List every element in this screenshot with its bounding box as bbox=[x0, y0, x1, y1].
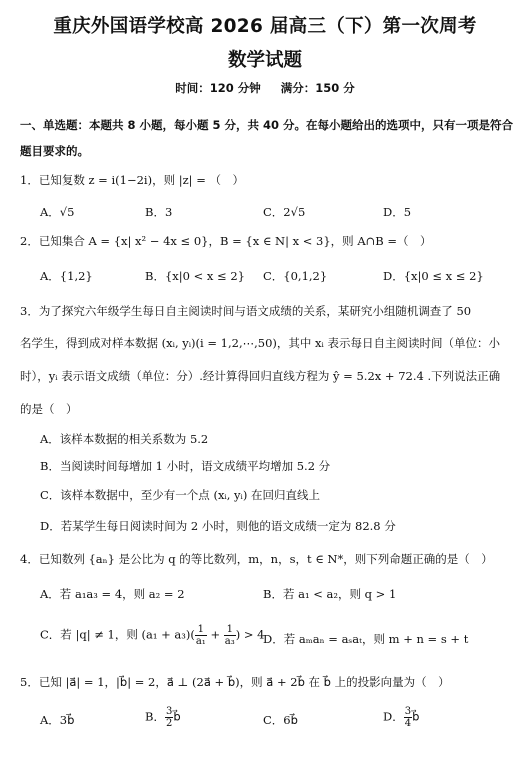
section-heading: 一、单选题：本题共 8 小题，每小题 5 分，共 40 分。在每小题给出的选项中，只有一项是符合题目要求的。 bbox=[20, 118, 514, 158]
fraction-numerator: 1 bbox=[195, 624, 207, 636]
question-1-option-a: A．√5 bbox=[40, 205, 75, 219]
question-3-option-c: C．该样本数据中，至少有一个点 (xᵢ, yᵢ) 在回归直线上 bbox=[40, 488, 321, 502]
question-4-option-b: B．若 a₁ < a₂，则 q > 1 bbox=[263, 587, 397, 601]
question-3-line-3: 时），yᵢ 表示语文成绩（单位：分）.经计算得回归直线方程为 ŷ = 5.2x + 72.4 .下列说法正确 bbox=[20, 369, 501, 383]
question-3-option-a: A．该样本数据的相关系数为 5.2 bbox=[40, 432, 209, 446]
fraction-denominator: 2 bbox=[165, 718, 173, 729]
question-4-option-c-suffix: ) > 4 bbox=[235, 627, 265, 642]
question-5-option-a: A．3b⃗ bbox=[40, 713, 75, 727]
question-4-stem: 4．已知数列 {aₙ} 是公比为 q 的等比数列，m，n，s，t ∈ N*，则下列命题正确的是（ ） bbox=[20, 552, 493, 566]
question-5-option-c: C．6b⃗ bbox=[263, 713, 298, 727]
fraction-1-over-a1 bbox=[195, 624, 207, 647]
time-label: 时间：120 分钟 bbox=[175, 81, 261, 95]
question-1-stem: 1．已知复数 z = i(1−2i)，则 |z| = （ ） bbox=[20, 173, 244, 187]
plus-sign: + bbox=[206, 627, 224, 642]
question-2-option-d: D．{x|0 ≤ x ≤ 2} bbox=[383, 269, 484, 283]
fraction-numerator: 3 bbox=[404, 706, 412, 717]
fraction-3-over-4 bbox=[404, 706, 412, 729]
question-4-option-c bbox=[40, 624, 265, 647]
question-1-option-b: B．3 bbox=[145, 205, 173, 219]
exam-time-score bbox=[0, 80, 530, 96]
question-3-line-1: 3．为了探究六年级学生每日自主阅读时间与语文成绩的关系，某研究小组随机调查了 50 bbox=[20, 304, 472, 318]
fraction-numerator: 3 bbox=[165, 706, 173, 717]
question-2-stem: 2．已知集合 A = {x| x² − 4x ≤ 0}，B = {x ∈ N| x < 3}，则 A∩B =（ ） bbox=[20, 234, 432, 248]
question-5-option-b-suffix: b⃗ bbox=[173, 709, 181, 724]
question-2-option-a: A．{1,2} bbox=[40, 269, 93, 283]
question-5-stem: 5．已知 |a⃗| = 1，|b⃗| = 2，a⃗ ⊥ (2a⃗ + b⃗)，则 a⃗ + 2b⃗ 在 b⃗ 上的投影向量为（ ） bbox=[20, 675, 450, 689]
question-3-option-d: D．若某学生每日阅读时间为 2 小时，则他的语文成绩一定为 82.8 分 bbox=[40, 519, 396, 533]
question-5-option-b-prefix: B． bbox=[145, 709, 165, 724]
exam-title: 重庆外国语学校高 2026 届高三（下）第一次周考 bbox=[53, 16, 477, 37]
question-4-option-d: D．若 aₘaₙ = aₛaₜ，则 m + n = s + t bbox=[263, 632, 469, 646]
question-2-option-c: C．{0,1,2} bbox=[263, 269, 328, 283]
question-5-option-d-prefix: D． bbox=[383, 709, 404, 724]
score-label: 满分：150 分 bbox=[280, 81, 355, 95]
question-5-option-b bbox=[145, 706, 181, 729]
question-1-option-d: D．5 bbox=[383, 205, 412, 219]
fraction-denominator: a₃ bbox=[224, 636, 235, 647]
fraction-numerator: 1 bbox=[224, 624, 236, 636]
fraction-1-over-a3 bbox=[224, 624, 236, 647]
question-3-line-2: 名学生，得到成对样本数据 (xᵢ, yᵢ)(i = 1,2,⋯,50)，其中 xᵢ 表示每日自主阅读时间（单位：小 bbox=[20, 336, 500, 350]
question-4-option-c-prefix: C．若 |q| ≠ 1，则 (a₁ + a₃)( bbox=[40, 627, 195, 642]
question-3-line-4: 的是（ ） bbox=[20, 402, 78, 416]
subject-title: 数学试题 bbox=[227, 50, 302, 71]
question-5-option-d bbox=[383, 706, 419, 729]
question-5-option-d-suffix: b⃗ bbox=[412, 709, 420, 724]
question-2-option-b: B．{x|0 < x ≤ 2} bbox=[145, 269, 245, 283]
fraction-denominator: 4 bbox=[404, 718, 412, 729]
question-4-option-a: A．若 a₁a₃ = 4，则 a₂ = 2 bbox=[40, 587, 185, 601]
fraction-denominator: a₁ bbox=[195, 636, 206, 647]
question-1-option-c: C．2√5 bbox=[263, 205, 306, 219]
question-3-option-b: B．当阅读时间每增加 1 小时，语文成绩平均增加 5.2 分 bbox=[40, 459, 331, 473]
